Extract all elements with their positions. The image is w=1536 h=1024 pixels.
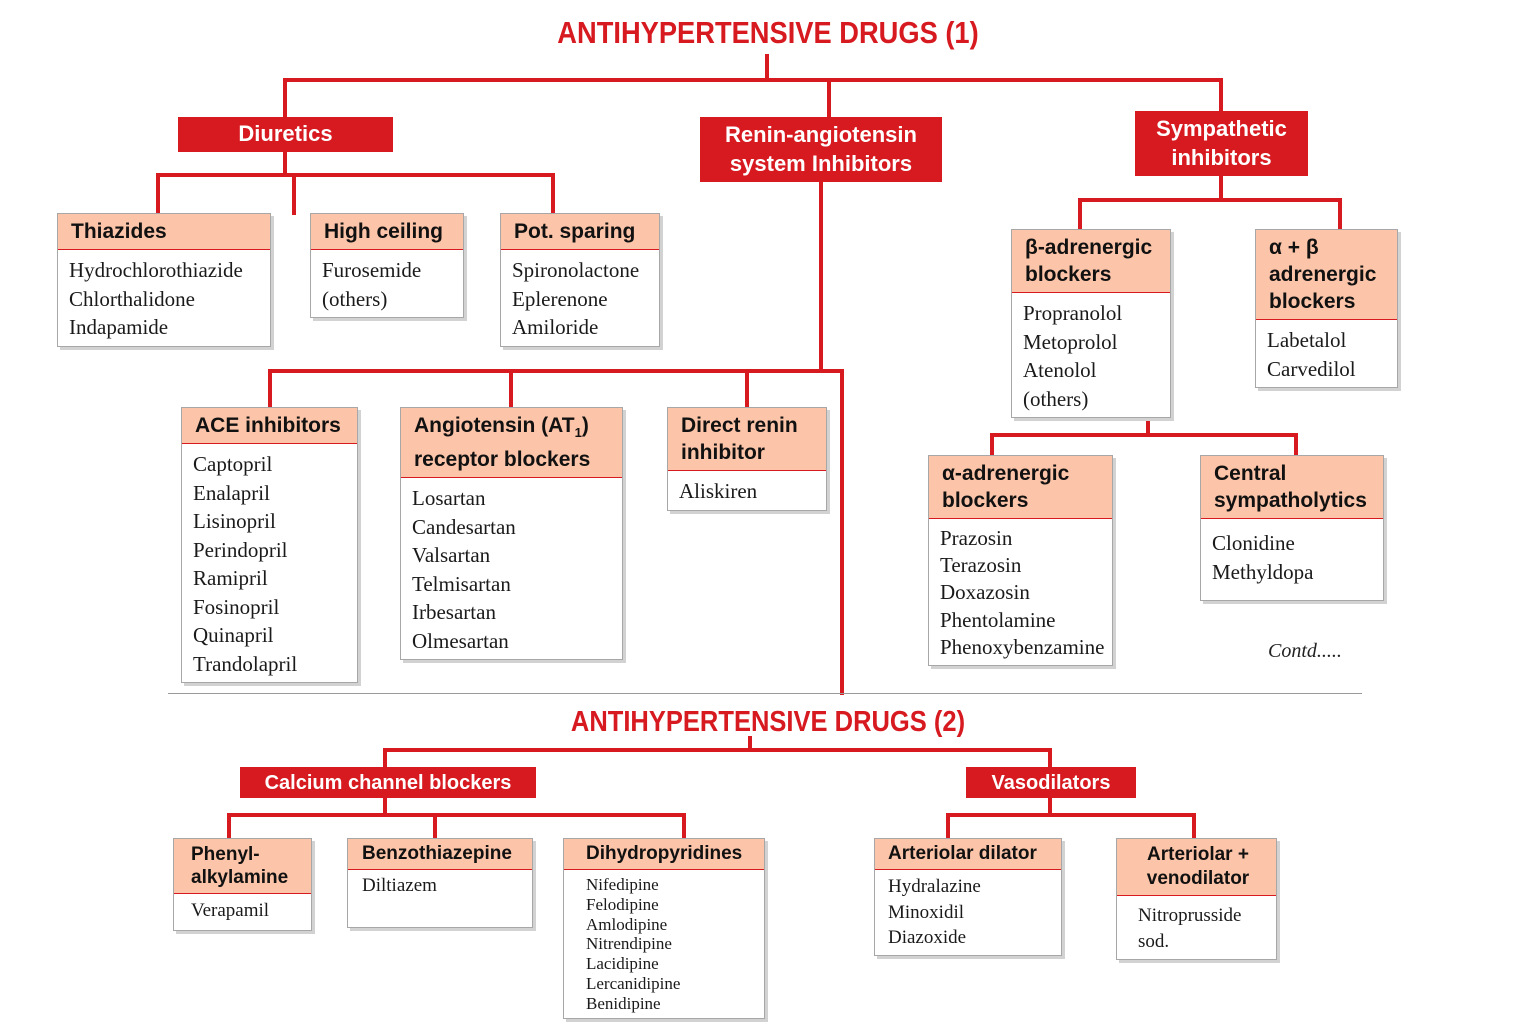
main-title: ANTIHYPERTENSIVE DRUGS (1) — [557, 15, 979, 50]
drug-list — [348, 870, 532, 927]
box-arteriolar-venodilator — [1116, 838, 1277, 960]
drug-name: Doxazosin — [940, 580, 1030, 605]
box-high-ceiling — [310, 213, 464, 318]
category-label: Calcium channel blockers — [264, 771, 512, 794]
drug-name: Atenolol — [1023, 358, 1097, 382]
drug-name: Carvedilol — [1267, 356, 1356, 381]
category-label: Vasodilators — [991, 771, 1111, 794]
drug-name: Indapamide — [69, 315, 169, 339]
section-divider — [168, 693, 1362, 694]
drug-list — [1256, 320, 1397, 387]
category-label: Diuretics — [238, 121, 333, 147]
box-central-sympatholytics — [1200, 455, 1384, 601]
box-ace-inhibitors — [181, 407, 358, 683]
drug-name: Phenoxybenzamine — [940, 634, 1105, 659]
drug-name: Nifedipine — [586, 875, 659, 894]
drug-list — [174, 894, 311, 930]
drug-list — [1201, 519, 1383, 600]
drug-name: Chlorthalidone — [69, 286, 195, 311]
drug-name: Quinapril — [193, 623, 274, 647]
box-beta-blockers — [1011, 229, 1171, 418]
drug-name: Methyldopa — [1212, 559, 1314, 584]
box-arteriolar-dilator — [874, 838, 1062, 956]
drug-list — [401, 478, 622, 659]
drug-name: Hydrochlorothiazide — [69, 258, 243, 282]
box-angiotensin-receptor-blockers — [400, 407, 623, 660]
drug-list — [564, 870, 764, 1018]
box-dihydropyridines — [563, 838, 765, 1019]
box-header: Benzothiazepine — [348, 839, 532, 870]
drug-name: Verapamil — [191, 900, 270, 921]
drug-name: Aliskiren — [679, 479, 758, 503]
drug-name: Amiloride — [512, 315, 599, 339]
box-header: Central sympatholytics — [1201, 456, 1383, 519]
drug-name: Labetalol — [1267, 328, 1347, 352]
box-header: Arteriolar + venodilator — [1117, 839, 1276, 896]
box-header: Arteriolar dilator — [875, 839, 1061, 870]
box-direct-renin-inhibitor — [667, 407, 827, 511]
drug-list — [1117, 896, 1276, 959]
box-header: Thiazides — [58, 214, 270, 250]
drug-name: Losartan — [412, 486, 486, 511]
drug-name: Amlodipine — [586, 914, 668, 934]
drug-name: Prazosin — [940, 526, 1013, 550]
section-title: ANTIHYPERTENSIVE DRUGS (2) — [570, 706, 966, 738]
drug-name: Lisinopril — [193, 509, 276, 533]
drug-name: Perindopril — [193, 537, 288, 562]
continued-note: Contd..... — [1268, 640, 1342, 662]
drug-name: Terazosin — [940, 553, 1022, 578]
drug-list — [501, 250, 659, 346]
drug-name: Olmesartan — [412, 628, 509, 653]
drug-name: Captopril — [193, 452, 273, 476]
drug-name: Lercanidipine — [586, 973, 681, 993]
drug-list — [182, 444, 357, 682]
box-header: Dihydropyridines — [564, 839, 764, 870]
box-header: ACE inhibitors — [182, 408, 357, 444]
box-header: Direct renin inhibitor — [668, 408, 826, 471]
category-calcium-channel-blockers — [240, 767, 536, 798]
drug-list — [311, 250, 463, 317]
drug-list — [929, 519, 1112, 665]
box-alpha-blockers — [928, 455, 1113, 666]
drug-list — [668, 471, 826, 510]
header-text: Angiotensin (AT — [414, 414, 575, 437]
drug-list — [1012, 293, 1170, 417]
box-header — [401, 408, 622, 478]
box-header: β-adrenergic blockers — [1012, 230, 1170, 293]
drug-name: (others) — [1023, 386, 1089, 411]
box-header: Pot. sparing — [501, 214, 659, 250]
box-thiazides — [57, 213, 271, 347]
drug-name: Nitroprusside — [1138, 905, 1242, 926]
drug-name: Nitrendipine — [586, 934, 672, 954]
box-phenylalkylamine — [173, 838, 312, 931]
drug-name: Valsartan — [412, 543, 491, 568]
drug-name: Diazoxide — [888, 927, 967, 948]
drug-list — [58, 250, 270, 346]
drug-name: Diltiazem — [362, 875, 437, 896]
category-sympathetic-inhibitors — [1135, 111, 1308, 176]
drug-name: (others) — [322, 286, 388, 311]
drug-name: Eplerenone — [512, 286, 608, 311]
category-diuretics — [178, 117, 393, 152]
drug-name: Spironolactone — [512, 258, 640, 282]
drug-name: Fosinopril — [193, 594, 280, 619]
drug-name: Phentolamine — [940, 607, 1056, 632]
category-vasodilators — [966, 767, 1136, 798]
drug-name: Minoxidil — [888, 901, 965, 923]
drug-name: Candesartan — [412, 514, 516, 539]
drug-name: Metoprolol — [1023, 329, 1118, 354]
drug-name: Benidipine — [586, 993, 661, 1013]
drug-name: Hydralazine — [888, 876, 981, 897]
box-header: High ceiling — [311, 214, 463, 250]
drug-name: Felodipine — [586, 894, 659, 914]
drug-name: Enalapril — [193, 480, 270, 505]
category-label: Renin-angiotensin system Inhibitors — [725, 121, 917, 176]
drug-name: Telmisartan — [412, 571, 511, 596]
drug-name: Lacidipine — [586, 954, 659, 974]
drug-name: Ramipril — [193, 566, 268, 590]
drug-list — [875, 870, 1061, 955]
box-alpha-beta-blockers — [1255, 229, 1398, 388]
drug-name: Furosemide — [322, 258, 422, 282]
header-text-tail: ) receptor blockers — [414, 414, 591, 472]
category-label: Sympathetic inhibitors — [1156, 115, 1287, 170]
box-header: Phenyl- alkylamine — [174, 839, 311, 894]
box-benzothiazepine — [347, 838, 533, 928]
drug-name: Clonidine — [1212, 531, 1295, 555]
drug-name: sod. — [1138, 931, 1170, 952]
drug-name: Propranolol — [1023, 301, 1123, 325]
header-subscript: 1 — [574, 425, 582, 441]
category-ras-inhibitors — [700, 117, 942, 182]
box-header: α + β adrenergic blockers — [1256, 230, 1397, 320]
drug-name: Trandolapril — [193, 651, 298, 676]
drug-name: Irbesartan — [412, 600, 496, 625]
box-pot-sparing — [500, 213, 660, 347]
box-header: α-adrenergic blockers — [929, 456, 1112, 519]
